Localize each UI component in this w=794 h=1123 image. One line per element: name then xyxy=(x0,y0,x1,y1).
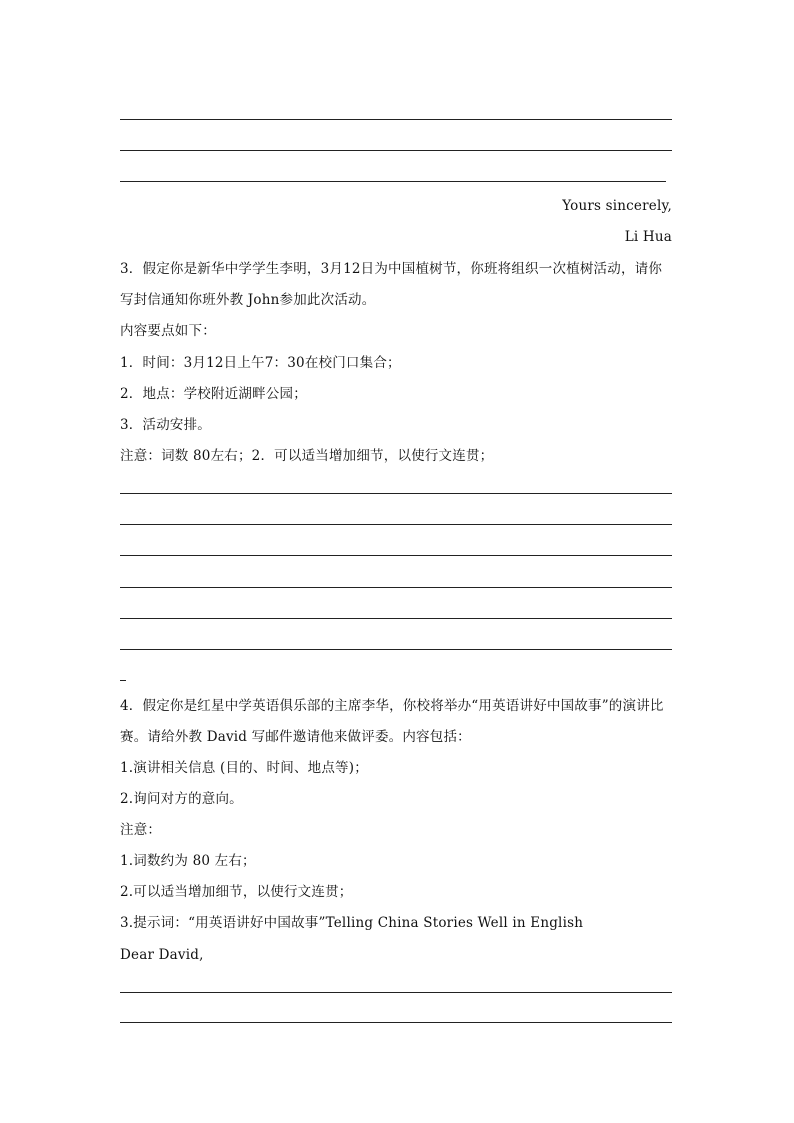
q4-note-1: 1.词数约为 80 左右； xyxy=(120,853,256,869)
answer-line xyxy=(120,649,672,650)
answer-line xyxy=(120,587,672,588)
q4-content-2: 2.询问对方的意向。 xyxy=(120,791,243,807)
q3-point-3: 3．活动安排。 xyxy=(120,417,211,433)
q4-prompt-line-2: 赛。请给外教 David 写邮件邀请他来做评委。内容包括： xyxy=(120,729,471,745)
q4-content-1: 1.演讲相关信息 (目的、时间、地点等)； xyxy=(120,760,368,776)
answer-line xyxy=(120,1022,672,1023)
answer-line xyxy=(120,119,672,120)
answer-line xyxy=(120,618,672,619)
q3-note: 注意：词数 80左右；2．可以适当增加细节，以使行文连贯； xyxy=(120,448,494,464)
q3-point-2: 2．地点：学校附近湖畔公园； xyxy=(120,386,307,402)
q3-point-1: 1．时间：3月12日上午7：30在校门口集合； xyxy=(120,355,401,371)
q4-note-2: 2.可以适当增加细节，以使行文连贯； xyxy=(120,884,353,900)
answer-line xyxy=(120,992,672,993)
answer-line-stub xyxy=(120,680,126,681)
letter-signature: Li Hua xyxy=(624,229,672,245)
answer-line xyxy=(120,524,672,525)
letter-closing: Yours sincerely, xyxy=(562,198,672,214)
q3-prompt-line-2: 写封信通知你班外教 John参加此次活动。 xyxy=(120,292,376,308)
q4-prompt-line-1: 4．假定你是红星中学英语俱乐部的主席李华，你校将举办“用英语讲好中国故事”的演讲比 xyxy=(120,698,664,714)
answer-line xyxy=(120,181,666,182)
answer-line xyxy=(120,150,672,151)
answer-line xyxy=(120,493,672,494)
q3-prompt-line-1: 3．假定你是新华中学学生李明，3月12日为中国植树节，你班将组织一次植树活动，请你 xyxy=(120,261,663,277)
q4-greeting: Dear David, xyxy=(120,947,204,963)
q3-points-heading: 内容要点如下： xyxy=(120,323,216,339)
answer-line xyxy=(120,555,672,556)
q4-note-heading: 注意： xyxy=(120,822,162,838)
q4-note-3: 3.提示词：“用英语讲好中国故事”Telling China Stories Well in English xyxy=(120,915,584,931)
